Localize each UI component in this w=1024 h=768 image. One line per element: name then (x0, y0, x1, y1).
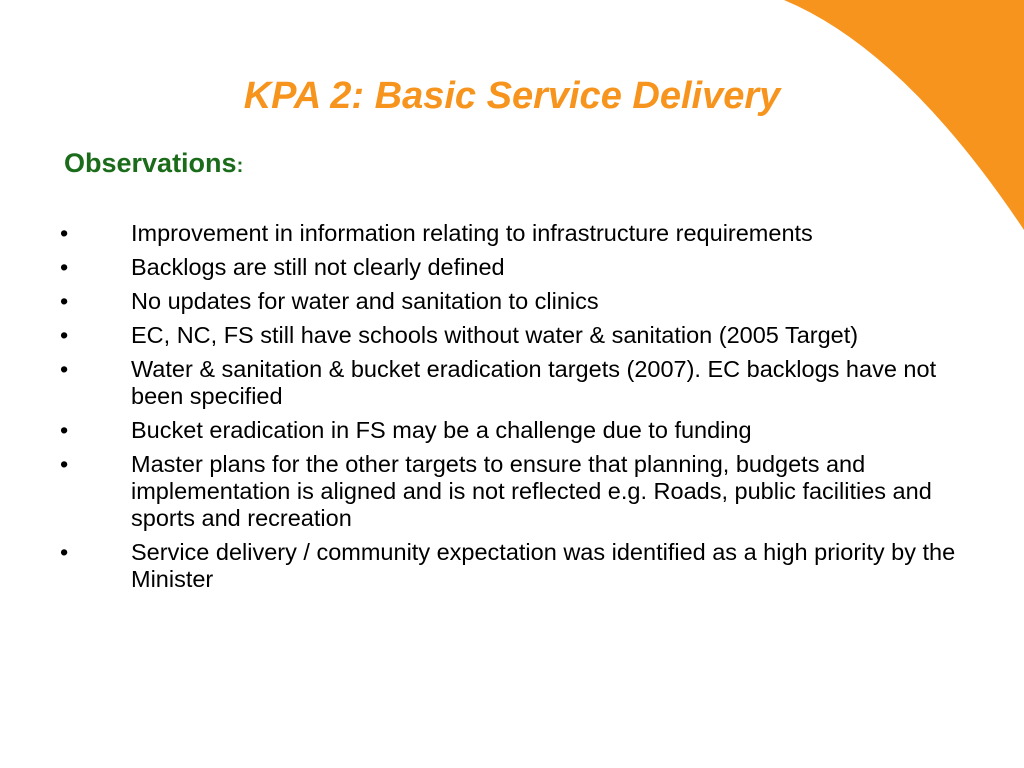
orange-corner-decoration (784, 0, 1024, 240)
bullet-text: Water & sanitation & bucket eradication targets (2007). EC backlogs have not been specified (131, 356, 937, 409)
bullet-text: EC, NC, FS still have schools without water & sanitation (2005 Target) (131, 322, 859, 348)
list-item (58, 254, 978, 281)
list-item (58, 417, 978, 444)
list-item (58, 288, 978, 315)
observations-list (58, 220, 978, 600)
section-heading-text: Observations (64, 148, 237, 178)
bullet-marker: • (60, 322, 69, 348)
section-heading-colon: : (236, 155, 244, 177)
bullet-text: Master plans for the other targets to ensure that planning, budgets and implementation is aligned and is not reflected e.g. Roads, public facilities and sports and recreation (131, 451, 932, 531)
list-item (58, 322, 978, 349)
slide-title: KPA 2: Basic Service Delivery (243, 75, 781, 117)
bullet-text: Bucket eradication in FS may be a challenge due to funding (131, 417, 752, 443)
list-item (58, 356, 978, 410)
bullet-text: No updates for water and sanitation to clinics (131, 288, 599, 314)
bullet-marker: • (60, 254, 69, 280)
bullet-marker: • (60, 356, 69, 382)
bullet-text: Backlogs are still not clearly defined (131, 254, 505, 280)
list-item (58, 539, 978, 593)
bullet-text: Service delivery / community expectation was identified as a high priority by the Minister (131, 539, 956, 592)
bullet-marker: • (60, 451, 69, 477)
bullet-marker: • (60, 539, 69, 565)
section-heading (64, 145, 243, 184)
bullet-marker: • (60, 417, 69, 443)
bullet-marker: • (60, 220, 69, 246)
bullet-text: Improvement in information relating to infrastructure requirements (131, 220, 813, 246)
list-item (58, 451, 978, 532)
list-item (58, 220, 978, 247)
bullet-marker: • (60, 288, 69, 314)
